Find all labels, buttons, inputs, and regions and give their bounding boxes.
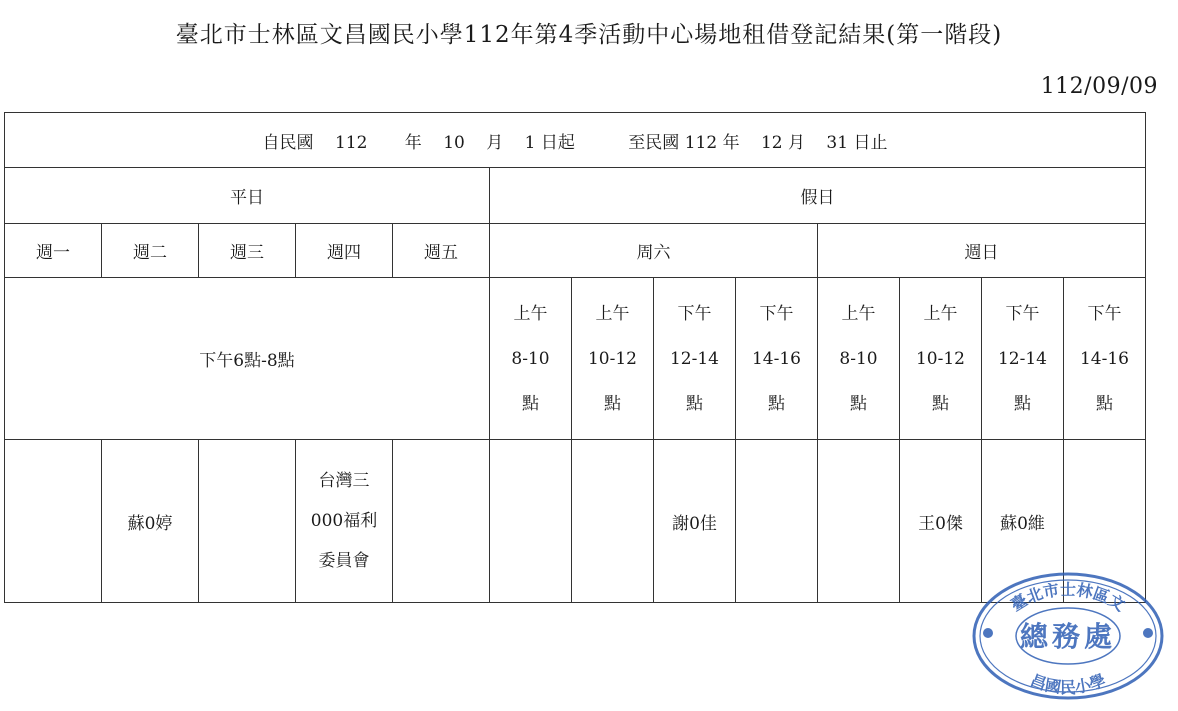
year-char-2: 年 (722, 132, 740, 153)
booking-sat-8-10 (490, 440, 572, 603)
booking-thu (296, 440, 393, 603)
day-header-sun: 週日 (818, 224, 1146, 278)
document-title: 臺北市士林區文昌國民小學112年第4季活動中心場地租借登記結果(第一階段) (175, 22, 1003, 48)
day-header-fri: 週五 (393, 224, 490, 278)
slot-range: 12-14 (997, 348, 1047, 369)
slot-label: 上午 (595, 303, 630, 324)
slot-range: 10-12 (587, 348, 637, 369)
from-day: 1 (524, 132, 536, 153)
day-header-tue: 週二 (102, 224, 199, 278)
slot-range: 14-16 (751, 348, 801, 369)
time-slot-sat-1 (490, 278, 572, 440)
weekday-group-header: 平日 (5, 168, 490, 224)
slot-label: 下午 (759, 303, 794, 324)
slot-label: 上午 (513, 303, 548, 324)
slot-label: 下午 (1005, 303, 1040, 324)
slot-label: 上午 (841, 303, 876, 324)
booking-sun-10-12: 王0傑 (900, 440, 982, 603)
booking-thu-line3: 委員會 (318, 551, 370, 571)
time-slot-sun-1 (818, 278, 900, 440)
slot-range: 14-16 (1079, 348, 1129, 369)
slot-unit: 點 (522, 393, 539, 414)
slot-range: 12-14 (669, 348, 719, 369)
booking-mon (5, 440, 102, 603)
slot-unit: 點 (850, 393, 867, 414)
slot-unit: 點 (604, 393, 621, 414)
from-suffix: 日起 (540, 132, 575, 153)
to-suffix: 日止 (853, 132, 888, 153)
seal-stamp-icon (970, 571, 1166, 701)
seal-outer-text: 臺北市士林區文 (1007, 580, 1129, 616)
month-char-2: 月 (788, 132, 806, 153)
time-slot-sun-3 (982, 278, 1064, 440)
booking-sun-8-10 (818, 440, 900, 603)
slot-unit: 點 (932, 393, 949, 414)
booking-thu-line1: 台灣三 (318, 471, 370, 491)
booking-tue: 蘇0婷 (102, 440, 199, 603)
from-year: 112 (334, 132, 368, 153)
weekday-time-slot: 下午6點-8點 (5, 278, 490, 440)
rental-table (4, 112, 1146, 603)
holiday-group-header: 假日 (490, 168, 1146, 224)
document-date: 112/09/09 (1040, 74, 1158, 99)
booking-sun-12-14: 蘇0維 (982, 440, 1064, 603)
booking-sat-12-14: 謝0佳 (654, 440, 736, 603)
slot-unit: 點 (686, 393, 703, 414)
time-slot-sun-4 (1064, 278, 1146, 440)
to-label: 至民國 (628, 132, 680, 153)
to-day: 31 (826, 132, 849, 153)
time-slot-sat-4 (736, 278, 818, 440)
day-header-sat: 周六 (490, 224, 818, 278)
slot-range: 8-10 (511, 348, 550, 369)
slot-range: 8-10 (839, 348, 878, 369)
rental-period (5, 113, 1146, 168)
slot-label: 上午 (923, 303, 958, 324)
booking-sat-10-12 (572, 440, 654, 603)
seal-inner-text: 總務處 (1019, 620, 1117, 653)
day-header-mon: 週一 (5, 224, 102, 278)
booking-thu-line2: 000福利 (310, 511, 378, 531)
booking-fri (393, 440, 490, 603)
slot-label: 下午 (677, 303, 712, 324)
slot-unit: 點 (768, 393, 785, 414)
month-char: 月 (486, 132, 504, 153)
time-slot-sat-2 (572, 278, 654, 440)
slot-unit: 點 (1096, 393, 1113, 414)
seal-outer-text-bottom: 昌國民小學 (1027, 670, 1109, 697)
from-month: 10 (443, 132, 465, 153)
time-slot-sat-3 (654, 278, 736, 440)
slot-label: 下午 (1087, 303, 1122, 324)
booking-sat-14-16 (736, 440, 818, 603)
time-slot-sun-2 (900, 278, 982, 440)
year-char: 年 (404, 132, 422, 153)
to-year: 112 (684, 132, 718, 153)
day-header-wed: 週三 (199, 224, 296, 278)
slot-range: 10-12 (915, 348, 965, 369)
slot-unit: 點 (1014, 393, 1031, 414)
from-label: 自民國 (262, 132, 314, 153)
office-seal-stamp (970, 571, 1166, 701)
to-month: 12 (760, 132, 783, 153)
day-header-thu: 週四 (296, 224, 393, 278)
booking-wed (199, 440, 296, 603)
